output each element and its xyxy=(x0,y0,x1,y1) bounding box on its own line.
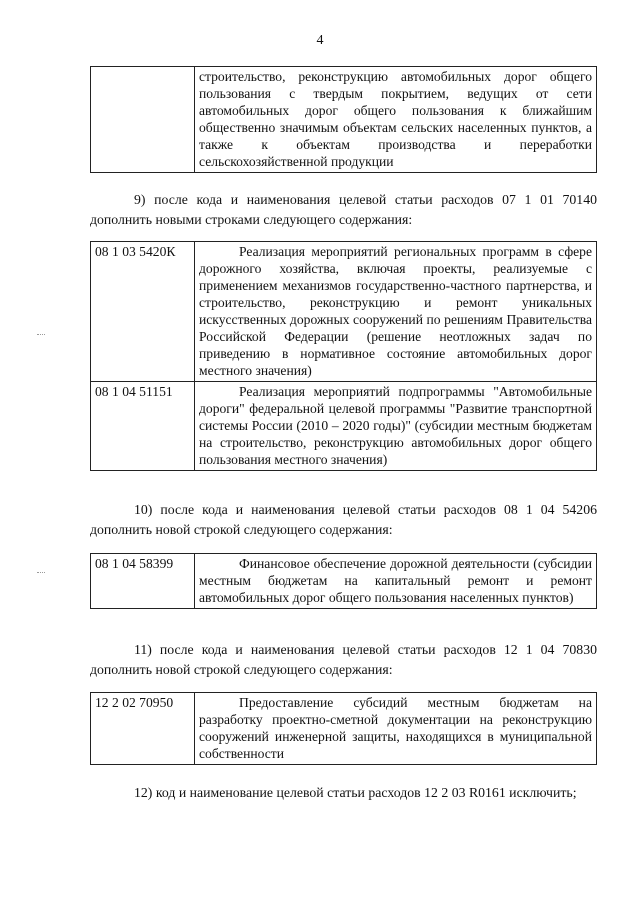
code-cell xyxy=(91,67,195,173)
paragraph-item-11: 11) после кода и наименования целевой статьи расходов 12 1 04 70830 дополнить новой строкой следующего содержания: xyxy=(90,642,597,677)
code-cell: 08 1 04 51151 xyxy=(91,382,195,471)
table-row xyxy=(91,554,597,609)
code-cell: 12 2 02 70950 xyxy=(91,693,195,765)
margin-mark xyxy=(37,334,45,335)
paragraph-item-10: 10) после кода и наименования целевой статьи расходов 08 1 04 54206 дополнить новой строкой следующего содержания: xyxy=(90,502,597,537)
item-9-table xyxy=(90,241,597,471)
code-cell: 08 1 04 58399 xyxy=(91,554,195,609)
description-cell: Финансовое обеспечение дорожной деятельности (субсидии местным бюджетам на капитальный ремонт и ремонт автомобильных дорог общего пользования населенных пунктов) xyxy=(195,554,597,609)
table-row xyxy=(91,693,597,765)
paragraph-item-9: 9) после кода и наименования целевой статьи расходов 07 1 01 70140 дополнить новыми строками следующего содержания: xyxy=(90,192,597,227)
table-row xyxy=(91,67,597,173)
item-10-table xyxy=(90,553,597,609)
item-11-table xyxy=(90,692,597,765)
description-cell: строительство, реконструкцию автомобильных дорог общего пользования с твердым покрытием, ведущих от сети автомобильных дорог общего пользования к ближайшим общественно значимым объектам сельских населенных пунктов, а также к объектам производства и переработки сельскохозяйственной продукции xyxy=(195,67,597,173)
description-cell: Реализация мероприятий подпрограммы "Автомобильные дороги" федеральной целевой программы "Развитие транспортной системы России (2010 – 2020 годы)" (субсидии местным бюджетам на строительство, реконструкцию автомобильных дорог общего пользования местного значения) xyxy=(195,382,597,471)
description-cell: Предоставление субсидий местным бюджетам на разработку проектно-сметной документации на реконструкцию сооружений инженерной защиты, находящихся в муниципальной собственности xyxy=(195,693,597,765)
description-cell: Реализация мероприятий региональных программ в сфере дорожного хозяйства, включая проекты, реализуемые с применением механизмов государственно-частного партнерства, и строительство, реконструкцию и ремонт уникальных искусственных дорожных сооружений по решениям Правительства Российской Федерации (решение неотложных задач по приведению в нормативное состояние автомобильных дорог местного значения) xyxy=(195,242,597,382)
paragraph-item-12: 12) код и наименование целевой статьи расходов 12 2 03 R0161 исключить; xyxy=(134,785,577,800)
code-cell: 08 1 03 5420К xyxy=(91,242,195,382)
continuation-table xyxy=(90,66,597,173)
table-row xyxy=(91,242,597,382)
table-row xyxy=(91,382,597,471)
margin-mark xyxy=(37,572,45,573)
page-number: 4 xyxy=(316,33,324,48)
